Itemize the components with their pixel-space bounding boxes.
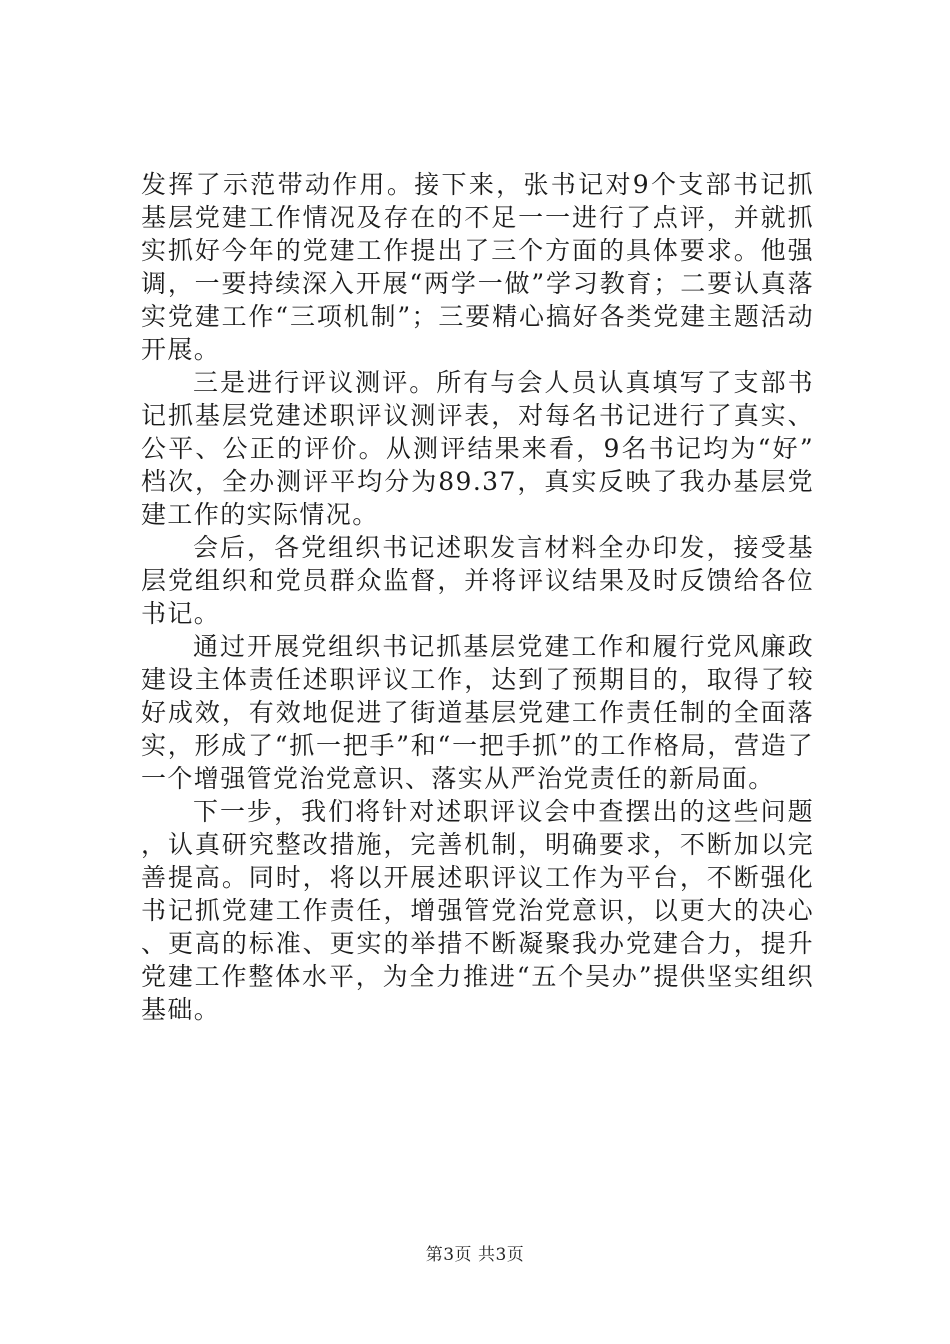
document-body [141, 168, 814, 1026]
paragraph-results: 通过开展党组织书记抓基层党建工作和履行党风廉政建设主体责任述职评议工作，达到了预期目的，取得了较好成效，有效地促进了街道基层党建工作责任制的全面落实，形成了“抓一把手”和“一把手抓”的工作格局，营造了一个增强管党治党意识、落实从严治党责任的新局面。 [141, 632, 814, 793]
paragraph-next-steps: 下一步，我们将针对述职评议会中查摆出的这些问题，认真研究整改措施，完善机制，明确要求，不断加以完善提高。同时，将以开展述职评议工作为平台，不断强化书记抓党建工作责任，增强管党治党意识，以更大的决心、更高的标准、更实的举措不断凝聚我办党建合力，提升党建工作整体水平，为全力推进“五个吴办”提供坚实组织基础。 [141, 797, 814, 1024]
paragraph-continuation: 发挥了示范带动作用。接下来，张书记对9个支部书记抓基层党建工作情况及存在的不足一一进行了点评，并就抓实抓好今年的党建工作提出了三个方面的具体要求。他强调，一要持续深入开展“两学一做”学习教育；二要认真落实党建工作“三项机制”；三要精心搞好各类党建主题活动开展。 [141, 170, 814, 364]
page-number-footer: 第3页 共3页 [425, 1245, 525, 1265]
paragraph-evaluation: 三是进行评议测评。所有与会人员认真填写了支部书记抓基层党建述职评议测评表，对每名书记进行了真实、公平、公正的评价。从测评结果来看，9名书记均为“好”档次，全办测评平均分为89.37，真实反映了我办基层党建工作的实际情况。 [141, 368, 814, 529]
paragraph-after-meeting: 会后，各党组织书记述职发言材料全办印发，接受基层党组织和党员群众监督，并将评议结果及时反馈给各位书记。 [141, 533, 814, 628]
